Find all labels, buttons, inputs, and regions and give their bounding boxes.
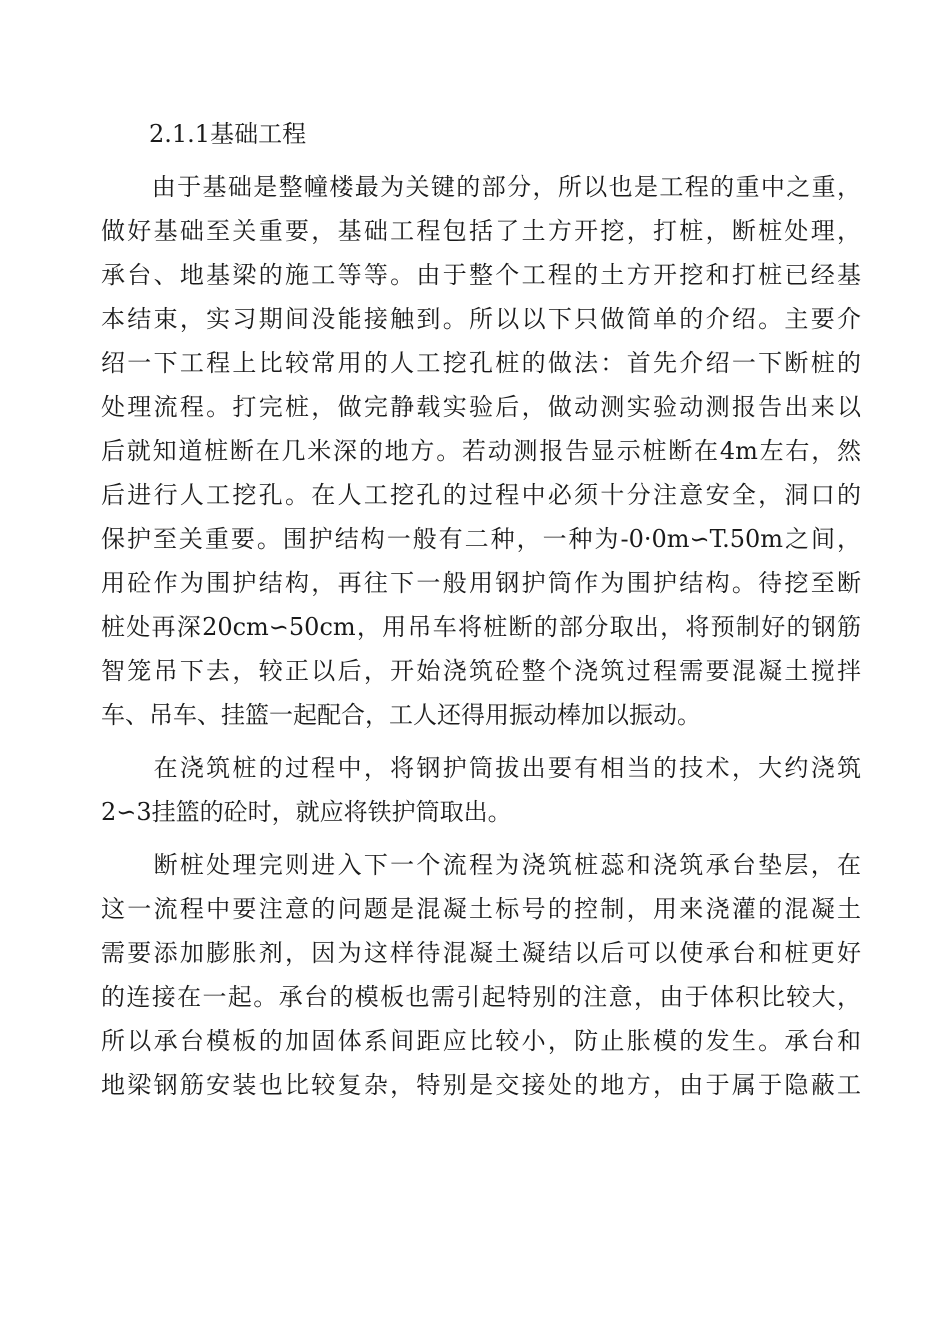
paragraph-gap bbox=[101, 156, 861, 165]
text-line: 承台、地基梁的施工等等。由于整个工程的土方开挖和打桩已经基 bbox=[101, 261, 861, 289]
text-line: 这一流程中要注意的问题是混凝土标号的控制，用来浇灌的混凝土 bbox=[101, 895, 861, 923]
text-line: 由于基础是整幢楼最为关键的部分，所以也是工程的重中之重， bbox=[101, 173, 861, 201]
text-line: 智笼吊下去，较正以后，开始浇筑砼整个浇筑过程需要混凝土搅拌 bbox=[101, 657, 861, 685]
text-line: 用砼作为围护结构，再往下一般用钢护筒作为围护结构。待挖至断 bbox=[101, 569, 861, 597]
text-line: 在浇筑桩的过程中，将钢护筒拔出要有相当的技术，大约浇筑 bbox=[101, 754, 861, 782]
text-line: 后就知道桩断在几米深的地方。若动测报告显示桩断在4m左右，然 bbox=[101, 437, 861, 465]
text-line: 处理流程。打完桩，做完静载实验后，做动测实验动测报告出来以 bbox=[101, 393, 861, 421]
text-line: 断桩处理完则进入下一个流程为浇筑桩蕊和浇筑承台垫层，在 bbox=[101, 851, 861, 879]
text-line: 地梁钢筋安装也比较复杂，特别是交接处的地方，由于属于隐蔽工 bbox=[101, 1071, 861, 1099]
paragraph-gap bbox=[101, 834, 861, 843]
text-line: 需要添加膨胀剂，因为这样待混凝土凝结以后可以使承台和桩更好 bbox=[101, 939, 861, 967]
text-line: 绍一下工程上比较常用的人工挖孔桩的做法：首先介绍一下断桩的 bbox=[101, 349, 861, 377]
section-heading: 2.1.1基础工程 bbox=[149, 120, 307, 148]
document-body bbox=[101, 112, 861, 1107]
text-line: 2∽3挂篮的砼时，就应将铁护筒取出。 bbox=[101, 798, 512, 826]
text-line: 保护至关重要。围护结构一般有二种，一种为-0·0m∽T.50m之间， bbox=[101, 525, 861, 553]
text-line: 后进行人工挖孔。在人工挖孔的过程中必须十分注意安全，洞口的 bbox=[101, 481, 861, 509]
text-line: 的连接在一起。承台的模板也需引起特别的注意，由于体积比较大， bbox=[101, 983, 861, 1011]
text-line: 所以承台模板的加固体系间距应比较小，防止胀模的发生。承台和 bbox=[101, 1027, 861, 1055]
paragraph-gap bbox=[101, 737, 861, 746]
text-line: 桩处再深20cm∽50cm，用吊车将桩断的部分取出，将预制好的钢筋 bbox=[101, 613, 861, 641]
text-line: 车、吊车、挂篮一起配合，工人还得用振动棒加以振动。 bbox=[101, 701, 701, 729]
text-line: 本结束，实习期间没能接触到。所以以下只做简单的介绍。主要介 bbox=[101, 305, 861, 333]
text-line: 做好基础至关重要，基础工程包括了土方开挖，打桩，断桩处理， bbox=[101, 217, 861, 245]
